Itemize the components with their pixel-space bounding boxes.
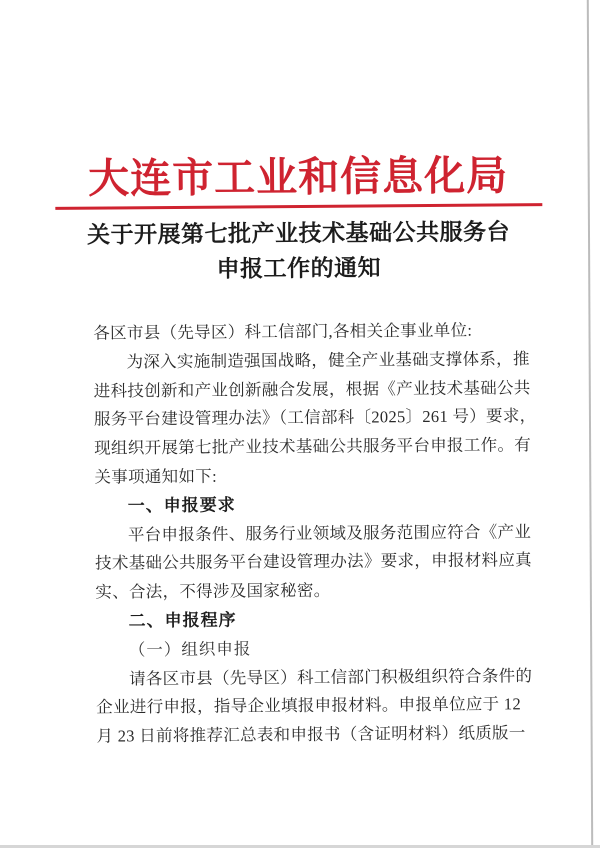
document-title-line-1: 关于开展第七批产业技术基础公共服务台: [86, 219, 511, 248]
body-line: 进科技创新和产业创新融合发展，根据《产业技术基础公共: [93, 377, 531, 401]
body-line: 为深入实施制造强国战略，健全产业基础支撑体系，推: [126, 348, 530, 372]
document-title: [28, 214, 569, 288]
body-line: 技术基础公共服务平台建设管理办法》要求，申报材料应真: [95, 550, 532, 573]
body-line: 一、申报要求: [127, 495, 236, 516]
body-line: （一）组织申报: [128, 639, 252, 660]
body-line: 各区市县（先导区）科工信部门,各相关企事业单位:: [93, 320, 473, 343]
body-line: 二、申报程序: [128, 610, 237, 631]
body-line: 请各区市县（先导区）科工信部门积极组织符合条件的: [128, 665, 533, 688]
body-line: 平台申报条件、服务行业领域及服务范围应符合《产业: [127, 521, 532, 544]
body-line: 实、合法，不得涉及国家秘密。: [95, 580, 331, 602]
body-text: [93, 316, 537, 751]
body-line: 现组织开展第七批产业技术基础公共服务平台申报工作。有: [94, 435, 532, 458]
document-title-line-2: 申报工作的通知: [216, 255, 382, 282]
body-line: 月 23 日前将推荐汇总表和申报书（含证明材料）纸质版一: [96, 723, 526, 746]
body-line: 企业进行申报，指导企业填报申报材料。申报单位应于 12: [96, 694, 522, 717]
body-line: 关事项通知如下:: [94, 466, 217, 487]
agency-letterhead: 大连市工业和信息化局: [87, 152, 509, 202]
body-line: 服务平台建设管理办法》（工信部科〔2025〕261 号）要求，: [93, 406, 537, 430]
